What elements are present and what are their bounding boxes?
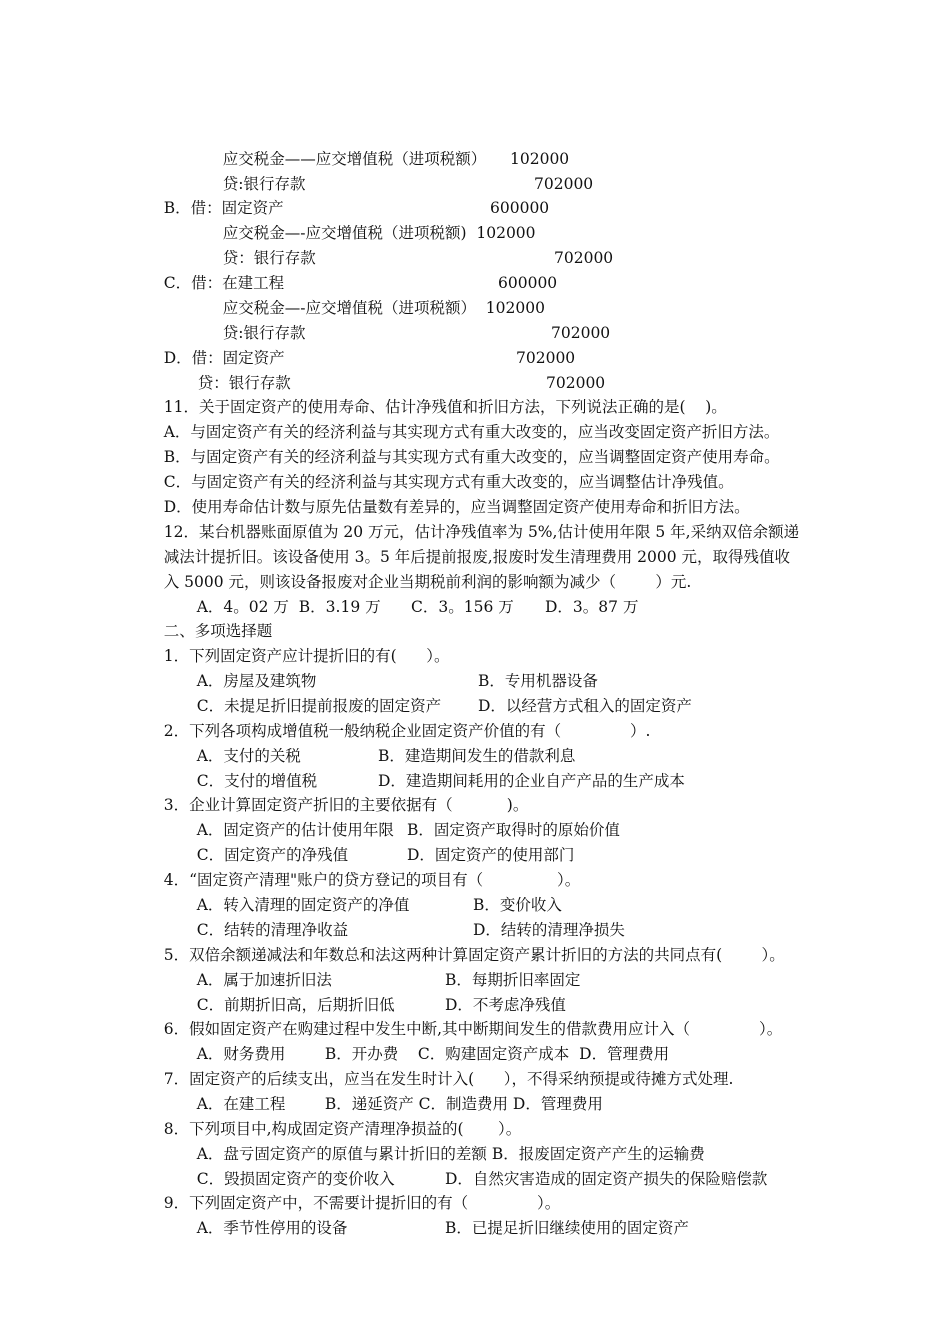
line-text: 入 5000 元，则该设备报废对企业当期税前利润的影响额为减少（ ）元.	[163, 573, 692, 591]
option-right: B．每期折旧率固定	[445, 971, 581, 989]
option-right: D．自然灾害造成的固定资产损失的保险赔偿款	[445, 1170, 768, 1188]
section-heading	[144, 601, 273, 640]
line-text: A．财务费用 B．开办费 C．购建固定资产成本 D．管理费用	[196, 1045, 670, 1063]
line-text: A．在建工程 B．递延资产 C．制造费用 D．管理费用	[196, 1095, 603, 1113]
text-line	[144, 253, 558, 292]
question-5	[144, 925, 785, 964]
text-line	[203, 278, 545, 317]
line-text: 贷：银行存款	[197, 374, 291, 392]
option-right: D．不考虑净残值	[445, 996, 566, 1014]
line-text: B．与固定资产有关的经济利益与其实现方式有重大改变的，应当调整固定资产使用寿命。	[163, 448, 780, 466]
line-text: A．季节性停用的设备	[196, 1219, 348, 1237]
line-text: 2．下列各项构成增值税一般纳税企业固定资产价值的有（ ）.	[163, 722, 651, 740]
line-text: C．固定资产的净残值	[196, 846, 349, 864]
line-text: 5．双倍余额递减法和年数总和法这两种计算固定资产累计折旧的方法的共同点有( ）。	[163, 946, 785, 964]
line-text: D．借：固定资产	[163, 349, 285, 367]
line-text: A．转入清理的固定资产的净值	[196, 896, 410, 914]
question-12-cont	[144, 527, 791, 566]
line-amount: 702000	[516, 349, 576, 367]
option-right: D．结转的清理净损失	[473, 921, 625, 939]
line-text: 1．下列固定资产应计提折旧的有( ）。	[163, 647, 450, 665]
line-text: 应交税金——应交增值税（进项税额）	[222, 150, 487, 168]
line-text: A．固定资产的估计使用年限	[196, 821, 394, 839]
question-11	[144, 377, 727, 416]
line-text: A．与固定资产有关的经济利益与其实现方式有重大改变的，应当改变固定资产折旧方法。	[163, 423, 780, 441]
line-text: C．借：在建工程	[163, 274, 285, 292]
question-8	[144, 1099, 522, 1138]
line-text: 7．固定资产的后续支出，应当在发生时计入( ），不得采纳预提或待摊方式处理.	[163, 1070, 734, 1088]
option-d: D．3。87 万	[545, 598, 639, 616]
line-text: C．结转的清理净收益	[196, 921, 349, 939]
option-line	[144, 427, 780, 466]
line-text: C．未提足折旧提前报废的固定资产	[196, 697, 442, 715]
line-text: 8．下列项目中,构成固定资产清理净损益的( ）。	[163, 1120, 522, 1138]
option-right: B．建造期间发生的借款利息	[378, 747, 576, 765]
option-right: B．专用机器设备	[478, 672, 598, 690]
text-line	[144, 178, 550, 217]
option-right: D．固定资产的使用部门	[407, 846, 575, 864]
option-line	[144, 477, 750, 516]
option-line	[144, 452, 734, 491]
line-text: 二、多项选择题	[163, 622, 273, 640]
line-text: 11．关于固定资产的使用寿命、估计净残值和折旧方法，下列说法正确的是( )。	[163, 398, 727, 416]
option-right: B．变价收入	[473, 896, 562, 914]
question-9	[144, 1173, 561, 1212]
line-text: D．使用寿命估计数与原先估量数有差异的，应当调整固定资产使用寿命和折旧方法。	[163, 498, 750, 516]
line-text: A．4。02 万 B．3.19 万	[196, 598, 381, 616]
line-amount: 702000	[554, 249, 614, 267]
line-text: C．与固定资产有关的经济利益与其实现方式有重大改变的，应当调整估计净残值。	[163, 473, 734, 491]
line-text: 9．下列固定资产中，不需要计提折旧的有（ ）。	[163, 1194, 561, 1212]
option-right: D．以经营方式租入的固定资产	[478, 697, 692, 715]
question-7	[144, 1049, 734, 1088]
option-line	[144, 402, 780, 441]
line-text: A．属于加速折旧法	[196, 971, 332, 989]
text-line	[144, 328, 576, 367]
option-right: B．固定资产取得时的原始价值	[407, 821, 620, 839]
line-amount: 600000	[490, 199, 550, 217]
line-text: 减法计提折旧。该设备使用 3。5 年后提前报废,报废时发生清理费用 2000 元，取得残值收	[163, 548, 791, 566]
line-text: 6．假如固定资产在购建过程中发生中断,其中断期间发生的借款费用应计入（ ）。	[163, 1020, 783, 1038]
line-text: 应交税金—-应交增值税（进项税额） 102000	[222, 299, 545, 317]
line-amount: 702000	[546, 374, 606, 392]
question-6	[144, 999, 783, 1038]
question-12-cont	[144, 552, 692, 591]
question-1	[144, 626, 450, 665]
line-text: B．借：固定资产	[163, 199, 284, 217]
line-text: C．毁损固定资产的变价收入	[196, 1170, 395, 1188]
line-text: 贷:银行存款	[222, 175, 306, 193]
text-line	[203, 129, 570, 168]
line-amount: 702000	[534, 175, 594, 193]
question-4	[144, 850, 581, 889]
line-text: A．盘亏固定资产的原值与累计折旧的差额 B．报废固定资产产生的运输费	[196, 1145, 705, 1163]
line-amount: 702000	[551, 324, 611, 342]
question-2	[144, 701, 651, 740]
line-text: 贷:银行存款	[222, 324, 306, 342]
line-text: 应交税金—-应交增值税（进项税额) 102000	[222, 224, 536, 242]
option-right: D．建造期间耗用的企业自产产品的生产成本	[378, 772, 685, 790]
text-line	[178, 353, 606, 392]
line-text: A．房屋及建筑物	[196, 672, 317, 690]
option-c: C．3。156 万	[411, 598, 514, 616]
text-line	[203, 203, 536, 242]
option-line	[177, 1124, 705, 1163]
option-line	[177, 1074, 603, 1113]
line-text: 12．某台机器账面原值为 20 万元，估计净残值率为 5%,估计使用年限 5 年,采纳双倍余额递	[163, 523, 800, 541]
option-right: B．已提足折旧继续使用的固定资产	[445, 1219, 689, 1237]
line-text: A．支付的关税	[196, 747, 301, 765]
line-text: 贷：银行存款	[222, 249, 316, 267]
line-amount: 102000	[510, 150, 570, 168]
line-text: 4．“固定资产清理"账户的贷方登记的项目有（ ）。	[163, 871, 581, 889]
line-text: C．前期折旧高，后期折旧低	[196, 996, 395, 1014]
option-line	[177, 1024, 670, 1063]
line-text: C．支付的增值税	[196, 772, 318, 790]
line-text: 3．企业计算固定资产折旧的主要依据有（ )。	[163, 796, 529, 814]
question-12	[144, 502, 800, 541]
question-3	[144, 775, 529, 814]
line-amount: 600000	[498, 274, 558, 292]
